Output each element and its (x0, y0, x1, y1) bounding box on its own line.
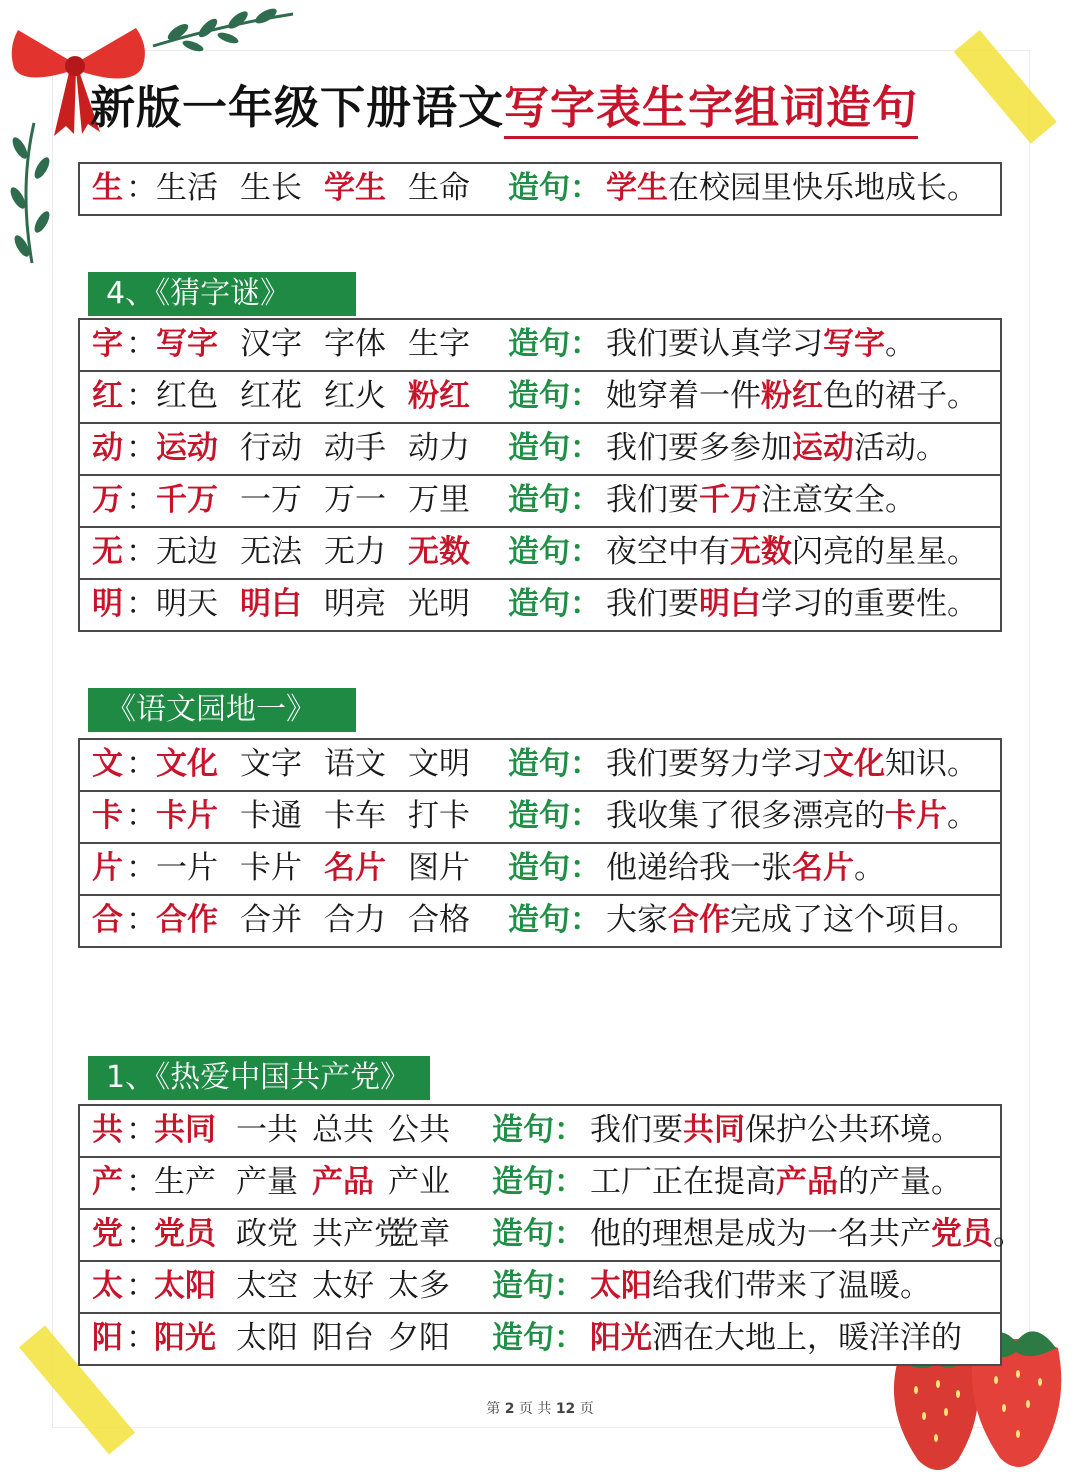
row-word: 合作 (156, 902, 218, 938)
row-word: 无法 (240, 534, 302, 570)
zaoju-label: 造句： (492, 1112, 585, 1148)
sentence-highlight: 合作 (668, 902, 730, 938)
zaoju-label: 造句： (492, 1268, 585, 1304)
row-word: 卡车 (324, 798, 386, 834)
row-word: 文字 (240, 746, 302, 782)
zaoju-label: 造句： (492, 1216, 585, 1252)
row-word: 汉字 (240, 326, 302, 362)
sentence-part: 的产量。 (838, 1164, 962, 1200)
row-colon: ： (126, 1216, 157, 1252)
table-row (78, 372, 1002, 424)
row-sentence (606, 164, 978, 212)
row-word: 明天 (156, 586, 218, 622)
row-word: 一片 (156, 850, 218, 886)
row-word: 无数 (408, 534, 470, 570)
row-word: 千万 (156, 482, 218, 518)
title-red: 写字表生字组词造句 (504, 81, 918, 139)
sentence-part: 我们要努力学习 (606, 746, 823, 782)
row-colon: ： (126, 482, 157, 518)
zaoju-label: 造句： (508, 326, 601, 362)
row-sentence (606, 844, 885, 892)
zaoju-label: 造句： (508, 586, 601, 622)
row-word: 合并 (240, 902, 302, 938)
row-character: 合 (92, 902, 123, 938)
sentence-part: 。 (854, 850, 885, 886)
table-row (78, 318, 1002, 372)
zaoju-label: 造句： (508, 430, 601, 466)
row-character: 产 (92, 1164, 123, 1200)
sentence-highlight: 千万 (699, 482, 761, 518)
table-row (78, 580, 1002, 632)
row-word: 明亮 (324, 586, 386, 622)
row-word: 无力 (324, 534, 386, 570)
row-colon: ： (126, 1320, 157, 1356)
footer-total-pages: 12 (555, 1401, 576, 1417)
sentence-part: 色的裙子。 (823, 378, 978, 414)
sentence-part: 注意安全。 (761, 482, 916, 518)
row-colon: ： (126, 746, 157, 782)
row-word: 红花 (240, 378, 302, 414)
row-colon: ： (126, 170, 157, 206)
table-row (78, 528, 1002, 580)
zaoju-label: 造句： (508, 378, 601, 414)
section-heading: 1、《热爱中国共产党》 (88, 1056, 430, 1100)
row-sentence (606, 740, 978, 788)
row-word: 太阳 (154, 1268, 216, 1304)
row-word: 党章 (388, 1216, 450, 1252)
row-word: 图片 (408, 850, 470, 886)
table-row (78, 476, 1002, 528)
row-sentence (606, 372, 978, 420)
row-word: 生长 (240, 170, 302, 206)
row-colon: ： (126, 902, 157, 938)
row-word: 红火 (324, 378, 386, 414)
row-word: 生字 (408, 326, 470, 362)
row-character: 共 (92, 1112, 123, 1148)
table-row (78, 1210, 1024, 1262)
row-word: 阳光 (154, 1320, 216, 1356)
sentence-part: 夜空中有 (606, 534, 730, 570)
sentence-highlight: 阳光 (590, 1320, 652, 1356)
sentence-part: 工厂正在提高 (590, 1164, 776, 1200)
sentence-highlight: 粉红 (761, 378, 823, 414)
row-word: 万里 (408, 482, 470, 518)
row-character: 太 (92, 1268, 123, 1304)
footer-post: 页 (579, 1401, 594, 1417)
sentence-part: 我们要 (590, 1112, 683, 1148)
row-sentence (590, 1262, 931, 1310)
sentence-part: 她穿着一件 (606, 378, 761, 414)
row-word: 语文 (324, 746, 386, 782)
row-character: 明 (92, 586, 123, 622)
row-word: 生命 (408, 170, 470, 206)
row-word: 公共 (388, 1112, 450, 1148)
row-character: 生 (92, 170, 123, 206)
sentence-part: 我收集了很多漂亮的 (606, 798, 885, 834)
row-sentence (606, 424, 947, 472)
row-character: 党 (92, 1216, 123, 1252)
sentence-part: 给我们带来了温暖。 (652, 1268, 931, 1304)
row-word: 文明 (408, 746, 470, 782)
sentence-part: 我们要 (606, 482, 699, 518)
row-sentence (590, 1210, 1024, 1258)
table-row (78, 1314, 1002, 1366)
zaoju-label: 造句： (508, 902, 601, 938)
sentence-part: 在校园里快乐地成长。 (668, 170, 978, 206)
row-word: 卡片 (240, 850, 302, 886)
row-colon: ： (126, 586, 157, 622)
row-word: 动手 (324, 430, 386, 466)
sentence-part: 大家 (606, 902, 668, 938)
leaf-sprig-icon (4, 118, 54, 268)
sentence-part: 学习的重要性。 (761, 586, 978, 622)
row-word: 太好 (312, 1268, 374, 1304)
row-colon: ： (126, 1164, 157, 1200)
sentence-highlight: 党员 (931, 1216, 993, 1252)
row-word: 一共 (236, 1112, 298, 1148)
title-black: 新版一年级下册语文 (90, 81, 505, 134)
row-word: 太阳 (236, 1320, 298, 1356)
sentence-part: 我们要 (606, 586, 699, 622)
footer-mid: 页 共 (518, 1401, 552, 1417)
row-word: 夕阳 (388, 1320, 450, 1356)
sentence-part: 。 (885, 326, 916, 362)
row-colon: ： (126, 1268, 157, 1304)
leaf-sprig-icon (148, 6, 298, 56)
row-word: 红色 (156, 378, 218, 414)
sentence-highlight: 写字 (823, 326, 885, 362)
footer-pre: 第 (486, 1401, 501, 1417)
row-character: 片 (92, 850, 123, 886)
row-sentence (606, 896, 978, 944)
row-word: 名片 (324, 850, 386, 886)
sentence-part: 完成了这个项目。 (730, 902, 978, 938)
sentence-part: 知识。 (885, 746, 978, 782)
row-word: 党员 (154, 1216, 216, 1252)
zaoju-label: 造句： (508, 534, 601, 570)
section-heading: 4、《猜字谜》 (88, 272, 356, 316)
row-sentence (590, 1158, 962, 1206)
sentence-highlight: 太阳 (590, 1268, 652, 1304)
row-word: 字体 (324, 326, 386, 362)
sentence-part: 闪亮的星星。 (792, 534, 978, 570)
row-character: 字 (92, 326, 123, 362)
row-word: 产业 (388, 1164, 450, 1200)
row-word: 无边 (156, 534, 218, 570)
row-sentence (590, 1106, 962, 1154)
row-character: 文 (92, 746, 123, 782)
row-word: 动力 (408, 430, 470, 466)
zaoju-label: 造句： (508, 170, 601, 206)
zaoju-label: 造句： (492, 1164, 585, 1200)
row-sentence (606, 476, 916, 524)
row-word: 合格 (408, 902, 470, 938)
sentence-highlight: 共同 (683, 1112, 745, 1148)
row-word: 共同 (154, 1112, 216, 1148)
sentence-highlight: 产品 (776, 1164, 838, 1200)
table-row (78, 792, 1002, 844)
table-row (78, 424, 1002, 476)
table-row (78, 1262, 1002, 1314)
page-footer (0, 1398, 1080, 1418)
sentence-part: 活动。 (854, 430, 947, 466)
row-word: 阳台 (312, 1320, 374, 1356)
table-row (78, 896, 1002, 948)
row-word: 太多 (388, 1268, 450, 1304)
row-word: 产量 (236, 1164, 298, 1200)
table-row (78, 1104, 1002, 1158)
row-character: 万 (92, 482, 123, 518)
row-word: 政党 (236, 1216, 298, 1252)
zaoju-label: 造句： (492, 1320, 585, 1356)
sentence-part: 保护公共环境。 (745, 1112, 962, 1148)
row-word: 合力 (324, 902, 386, 938)
row-sentence (590, 1314, 962, 1362)
page-title (90, 78, 1000, 142)
zaoju-label: 造句： (508, 798, 601, 834)
section-heading: 《语文园地一》 (88, 688, 356, 732)
sentence-part: 他的理想是成为一名共产 (590, 1216, 931, 1252)
zaoju-label: 造句： (508, 850, 601, 886)
sentence-highlight: 文化 (823, 746, 885, 782)
sentence-highlight: 运动 (792, 430, 854, 466)
row-colon: ： (126, 798, 157, 834)
row-word: 行动 (240, 430, 302, 466)
row-word: 光明 (408, 586, 470, 622)
row-sentence (606, 528, 978, 576)
row-word: 共产党 (312, 1216, 405, 1252)
row-colon: ： (126, 430, 157, 466)
sentence-highlight: 明白 (699, 586, 761, 622)
table-row (78, 162, 1002, 216)
row-word: 卡片 (156, 798, 218, 834)
row-word: 运动 (156, 430, 218, 466)
footer-page-number: 2 (504, 1401, 515, 1417)
sentence-highlight: 名片 (792, 850, 854, 886)
row-word: 万一 (324, 482, 386, 518)
row-colon: ： (126, 326, 157, 362)
row-word: 一万 (240, 482, 302, 518)
row-colon: ： (126, 534, 157, 570)
sentence-highlight: 学生 (606, 170, 668, 206)
row-word: 生产 (154, 1164, 216, 1200)
row-word: 太空 (236, 1268, 298, 1304)
row-word: 粉红 (408, 378, 470, 414)
row-colon: ： (126, 850, 157, 886)
row-word: 卡通 (240, 798, 302, 834)
row-word: 写字 (156, 326, 218, 362)
row-word: 总共 (312, 1112, 374, 1148)
row-word: 文化 (156, 746, 218, 782)
zaoju-label: 造句： (508, 482, 601, 518)
row-word: 学生 (324, 170, 386, 206)
row-word: 产品 (312, 1164, 374, 1200)
sentence-part: 他递给我一张 (606, 850, 792, 886)
sentence-part: 。 (993, 1216, 1024, 1252)
row-sentence (606, 792, 978, 840)
sentence-part: 。 (947, 798, 978, 834)
row-word: 明白 (240, 586, 302, 622)
row-word: 生活 (156, 170, 218, 206)
row-word: 打卡 (408, 798, 470, 834)
row-colon: ： (126, 1112, 157, 1148)
row-colon: ： (126, 378, 157, 414)
sentence-part: 我们要多参加 (606, 430, 792, 466)
sentence-part: 我们要认真学习 (606, 326, 823, 362)
row-sentence (606, 320, 916, 368)
row-character: 阳 (92, 1320, 123, 1356)
row-sentence (606, 580, 978, 628)
sentence-part: 洒在大地上，暖洋洋的 (652, 1320, 962, 1356)
row-character: 无 (92, 534, 123, 570)
sentence-highlight: 卡片 (885, 798, 947, 834)
table-row (78, 738, 1002, 792)
row-character: 动 (92, 430, 123, 466)
row-character: 红 (92, 378, 123, 414)
table-row (78, 844, 1002, 896)
sentence-highlight: 无数 (730, 534, 792, 570)
table-row (78, 1158, 1002, 1210)
row-character: 卡 (92, 798, 123, 834)
zaoju-label: 造句： (508, 746, 601, 782)
